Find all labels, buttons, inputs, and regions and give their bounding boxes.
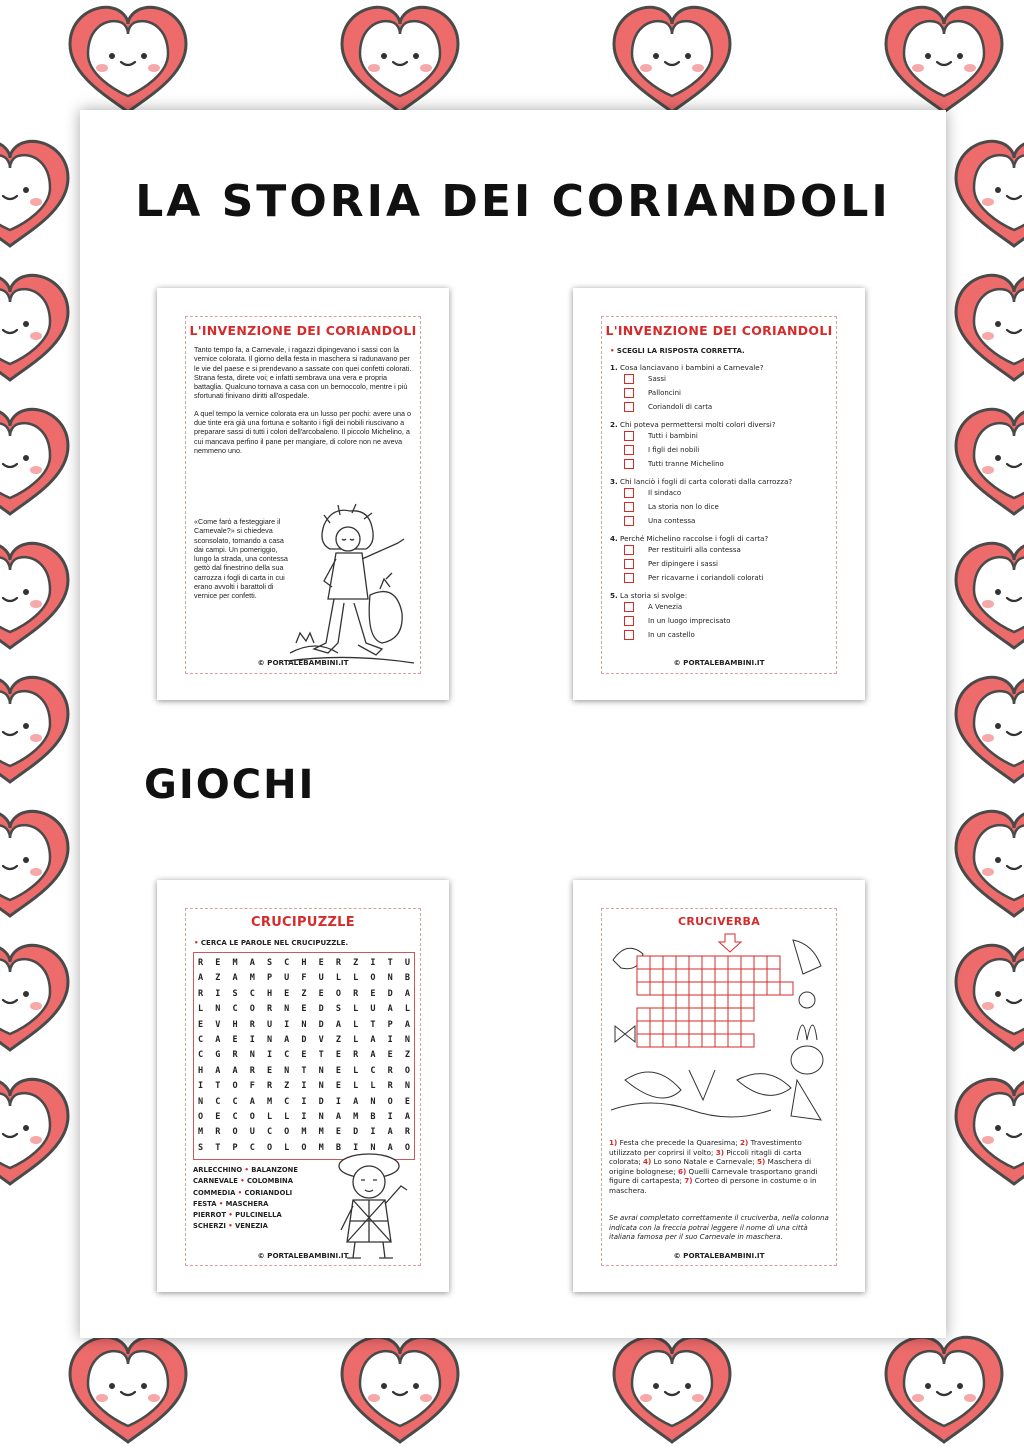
word-search-row: A Z A M P U F U L L O N B [198,973,410,984]
story-paragraph-2: A quel tempo la vernice colorata era un lusso per pochi: avere una o due tinte era già una fortuna e soltanto i figli dei nobili riuscivano a preparare sassi di tutti i colori dell'arcobaleno. Il piccolo Michelino, a cui mancava perfino il pane per mangiare, di colore non ne aveva nemmeno uno. [194,408,411,455]
quiz-option[interactable] [610,372,832,386]
worksheet-footer: © PORTALEBAMBINI.IT [257,1251,349,1260]
crossword-cell[interactable] [702,1021,715,1034]
crossword-cell[interactable] [741,982,754,995]
quiz-worksheet-thumbnail[interactable] [573,288,865,700]
content-panel [80,110,946,1338]
crossword-cell[interactable] [741,969,754,982]
crossword-cell[interactable] [702,1034,715,1047]
crossword-cell[interactable] [702,995,715,1008]
word-search-row: R E M A S C H E R Z I T U [198,958,410,968]
story-worksheet-thumbnail[interactable] [157,288,449,700]
smiling-heart-icon [614,7,730,112]
quiz-option-label: Tutti i bambini [648,432,698,440]
quiz-question: 3. Chi lanciò i fogli di carta colorati dalla carrozza? [610,477,793,486]
word-list-row: FESTA • MASCHERA [193,1199,269,1208]
quiz-option[interactable] [610,486,832,500]
quiz-option[interactable] [610,500,832,514]
quiz-question: 5. La storia si svolge: [610,591,688,600]
checkbox[interactable] [624,516,634,526]
checkbox[interactable] [624,445,634,455]
main-title: LA STORIA DEI CORIANDOLI [135,176,891,227]
word-list-row: COMMEDIA • CORIANDOLI [193,1188,293,1197]
quiz-option[interactable] [610,557,832,571]
quiz-question: 2. Chi poteva permettersi molti colori diversi? [610,420,776,429]
crossword-cell[interactable] [715,1034,728,1047]
crossword-cell[interactable] [741,1008,754,1021]
word-search-grid [193,952,415,1160]
crossword-cell[interactable] [650,1034,663,1047]
quiz-option-label: A Venezia [648,603,683,611]
crossword-cell[interactable] [754,982,767,995]
quiz-option[interactable] [610,614,832,628]
quiz-questions [610,357,832,642]
worksheet-footer: © PORTALEBAMBINI.IT [257,658,349,667]
crossword-cell[interactable] [767,982,780,995]
crossword-cell[interactable] [767,956,780,969]
crossword-cell[interactable] [728,956,741,969]
word-search-row: I T O F R Z I N E L L R N [198,1081,410,1092]
smiling-heart-icon [342,1337,458,1442]
checkbox[interactable] [624,573,634,583]
quiz-option-label: In un luogo imprecisato [648,617,731,625]
smiling-heart-icon [0,141,68,246]
quiz-instruction: • SCEGLI LA RISPOSTA CORRETTA. [610,347,745,355]
word-list [193,1165,298,1233]
checkbox[interactable] [624,616,634,626]
quiz-option[interactable] [610,514,832,528]
crossword-cell[interactable] [676,1021,689,1034]
checkbox[interactable] [624,602,634,612]
word-search-row: E V H R U I N D A L T P A [198,1019,410,1030]
checkbox[interactable] [624,545,634,555]
crossword-cell[interactable] [689,1021,702,1034]
section-title-games: GIOCHI [144,762,316,808]
crossword-cell[interactable] [637,1008,650,1021]
crossword-final-note: Se avrai completato correttamente il cruciverba, nella colonna indicata con la freccia potrai leggere il nome di una città italiana famosa per il suo Carnevale in maschera. [609,1214,829,1242]
smiling-heart-icon [0,677,68,782]
crossword-cell[interactable] [702,982,715,995]
smiling-heart-icon [956,811,1024,916]
crossword-cell[interactable] [663,995,676,1008]
crossword-cell[interactable] [663,969,676,982]
checkbox[interactable] [624,630,634,640]
crossword-cell[interactable] [663,956,676,969]
word-search-row: M R O U C O M M E D I A R [198,1127,410,1138]
smiling-heart-icon [956,275,1024,380]
story-paragraph-3: «Come farò a festeggiare il Carnevale?» si chiedeva sconsolato, tornando a casa dai campi. Un pomeriggio, lungo la strada, una contessa gettò dal finestrino della sua carrozza i fogli di carta in cui erano avvolti i barattoli di vernice per confetti. [194,517,288,601]
word-search-row: S T P C O L O M B I N A O [198,1142,410,1153]
worksheet-title: L'INVENZIONE DEI CORIANDOLI [605,323,833,338]
crossword-cell[interactable] [728,969,741,982]
smiling-heart-icon [342,7,458,112]
word-list-row: ARLECCHINO • BALANZONE [193,1166,298,1174]
quiz-option-label: Per restituirli alla contessa [648,546,741,554]
word-search-row: C G R N I C E T E R A E Z [198,1050,410,1061]
crossword-clues: 1) Festa che precede la Quaresima; 2) Travestimento utilizzato per coprirsi il volto; 3) Piccoli ritagli di carta colorata; 4) Lo sono Natale e Carnevale; 5) Maschera di origine bolognese; 6) Quelli Carnevale trasportano grandi figure di cartapesta; 7) Corteo di persone in costume o in maschera. [609,1138,818,1195]
quiz-option-label: Per ricavarne i coriandoli colorati [648,574,764,582]
word-list-row: SCHERZI • VENEZIA [193,1222,268,1231]
crossword-cell[interactable] [637,982,650,995]
crossword-cell[interactable] [637,969,650,982]
quiz-option[interactable] [610,543,832,557]
smiling-heart-icon [886,7,1002,112]
word-list-row: PIERROT • PULCINELLA [193,1211,282,1220]
crossword-cell[interactable] [728,1008,741,1021]
crossword-grid-with-masks-illustration [607,930,831,1130]
crossword-cell[interactable] [728,995,741,1008]
crossword-cell[interactable] [650,1021,663,1034]
word-search-row: O E C O L L I N A M B I A [198,1111,410,1122]
smiling-heart-icon [0,945,68,1050]
crossword-cell[interactable] [715,1021,728,1034]
quiz-option-label: I figli dei nobili [648,446,700,454]
crossword-cell[interactable] [715,969,728,982]
quiz-option[interactable] [610,429,832,443]
crossword-cell[interactable] [637,956,650,969]
crossword-cell[interactable] [650,1008,663,1021]
crossword-cell[interactable] [754,969,767,982]
quiz-option-label: Sassi [648,375,666,383]
smiling-heart-icon [70,1337,186,1442]
crossword-cell[interactable] [676,1034,689,1047]
crossword-cell[interactable] [741,995,754,1008]
worksheet-footer: © PORTALEBAMBINI.IT [673,1251,765,1260]
smiling-heart-icon [0,811,68,916]
quiz-question: 4. Perché Michelino raccolse i fogli di carta? [610,534,769,543]
smiling-heart-icon [0,275,68,380]
crossword-cell[interactable] [728,1034,741,1047]
story-text [194,345,416,463]
crossword-cell[interactable] [689,1008,702,1021]
smiling-heart-icon [956,1079,1024,1184]
crossword-cell[interactable] [689,956,702,969]
checkbox[interactable] [624,459,634,469]
harlequin-illustration [325,1150,415,1262]
crossword-cell[interactable] [663,1021,676,1034]
worksheet-footer: © PORTALEBAMBINI.IT [673,658,765,667]
quiz-option-label: Il sindaco [648,489,682,497]
crossword-cell[interactable] [676,982,689,995]
cruciverba-worksheet-thumbnail[interactable] [573,880,865,1292]
quiz-option-label: Una contessa [648,517,696,525]
smiling-heart-icon [70,7,186,112]
crossword-cell[interactable] [663,982,676,995]
crossword-cell[interactable] [702,956,715,969]
crossword-cell[interactable] [676,969,689,982]
crucipuzzle-worksheet-thumbnail[interactable] [157,880,449,1292]
word-search-row: N C C A M C I D I A N O E [198,1096,410,1107]
crossword-cell[interactable] [650,969,663,982]
smiling-heart-icon [0,409,68,514]
quiz-option-label: La storia non lo dice [648,503,719,511]
crossword-cell[interactable] [741,1034,754,1047]
word-list-row: CARNEVALE • COLOMBINA [193,1177,293,1186]
quiz-option-label: Tutti tranne Michelino [648,460,724,468]
crossword-cell[interactable] [780,982,793,995]
word-search-row: H A A R E N T N E L C R O [198,1065,410,1076]
crossword-cell[interactable] [650,956,663,969]
smiling-heart-icon [886,1337,1002,1442]
crossword-cell[interactable] [689,1034,702,1047]
crossword-cell[interactable] [715,982,728,995]
smiling-heart-icon [956,543,1024,648]
smiling-heart-icon [0,543,68,648]
crossword-cell[interactable] [676,995,689,1008]
smiling-heart-icon [956,677,1024,782]
crossword-cell[interactable] [689,969,702,982]
crossword-cell[interactable] [676,1008,689,1021]
quiz-option[interactable] [610,386,832,400]
worksheet-title: CRUCIPUZZLE [251,915,355,930]
crossword-cell[interactable] [728,1021,741,1034]
smiling-heart-icon [0,1079,68,1184]
crossword-cell[interactable] [702,1008,715,1021]
crucipuzzle-instruction: • CERCA LE PAROLE NEL CRUCIPUZZLE. [194,939,349,947]
checkbox[interactable] [624,431,634,441]
boy-carrying-sack-illustration [286,503,418,671]
quiz-option-label: In un castello [648,631,695,639]
crossword-cell[interactable] [715,956,728,969]
crossword-cell[interactable] [650,982,663,995]
crossword-cell[interactable] [754,956,767,969]
crossword-cell[interactable] [702,969,715,982]
crossword-cell[interactable] [715,995,728,1008]
quiz-option[interactable] [610,400,832,414]
worksheet-frame [601,316,837,674]
word-search-row: C A E I N A D V Z L A I N [198,1034,410,1045]
quiz-option-label: Palloncini [648,389,681,397]
crossword-cell[interactable] [715,1008,728,1021]
crossword-cell[interactable] [728,982,741,995]
worksheet-frame [185,316,421,674]
story-paragraph-1: Tanto tempo fa, a Carnevale, i ragazzi dipingevano i sassi con la vernice colorata. Il giorno della festa in maschera si radunavano per le vie del paese e si prendevano a sassate con quei confetti colorati. Strana festa, direte voi; e infatti sembrava una vera e propria battaglia. Qualcuno tornava a casa con un bernoccolo, mentre i più sfortunati finivano diritti all'ospedale. [194,345,412,401]
smiling-heart-icon [614,1337,730,1442]
quiz-option[interactable] [610,457,832,471]
crossword-cell[interactable] [663,1008,676,1021]
crossword-cell[interactable] [663,1034,676,1047]
checkbox[interactable] [624,388,634,398]
crossword-cell[interactable] [637,1021,650,1034]
quiz-option[interactable] [610,628,832,642]
word-search-row: L N C O R N E D S L U A L [198,1004,410,1015]
quiz-option[interactable] [610,443,832,457]
smiling-heart-icon [956,141,1024,246]
checkbox[interactable] [624,488,634,498]
crossword-cell[interactable] [689,982,702,995]
crossword-cell[interactable] [767,969,780,982]
crossword-cell[interactable] [637,1034,650,1047]
checkbox[interactable] [624,402,634,412]
smiling-heart-icon [956,945,1024,1050]
checkbox[interactable] [624,502,634,512]
worksheet-title: L'INVENZIONE DEI CORIANDOLI [189,323,417,338]
quiz-option[interactable] [610,600,832,614]
crossword-cell[interactable] [689,995,702,1008]
worksheet-title: CRUCIVERBA [677,915,761,928]
checkbox[interactable] [624,374,634,384]
checkbox[interactable] [624,559,634,569]
smiling-heart-icon [956,409,1024,514]
quiz-option-label: Coriandoli di carta [648,403,713,411]
quiz-option[interactable] [610,571,832,585]
quiz-question: 1. Cosa lanciavano i bambini a Carnevale? [610,363,764,372]
word-search-row: R I S C H E Z E O R E D A [198,988,410,999]
crossword-cell[interactable] [741,956,754,969]
quiz-option-label: Per dipingere i sassi [648,560,718,568]
crossword-cell[interactable] [676,956,689,969]
